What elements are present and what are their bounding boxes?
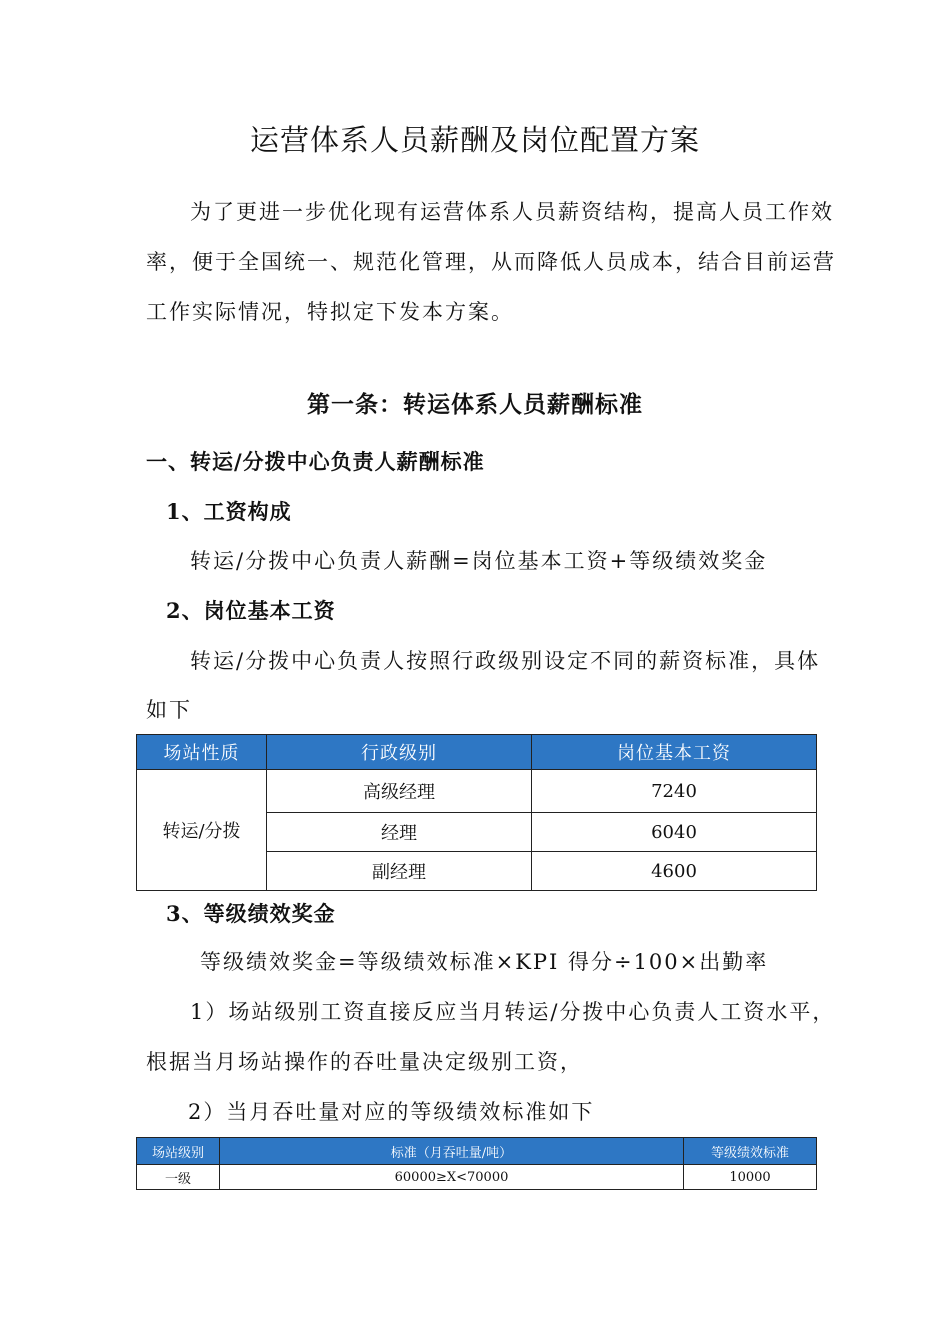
header-base-salary: 岗位基本工资	[532, 735, 817, 770]
sub-3-heading: 3、等级绩效奖金	[166, 901, 336, 926]
sub-3-formula: 等级绩效奖金=等级绩效标准×KPI 得分÷100×出勤率	[200, 950, 769, 974]
salary-cell: 6040	[532, 813, 817, 852]
header-station-grade: 场站级别	[137, 1138, 220, 1165]
header-standard: 标准（月吞吐量/吨）	[220, 1138, 684, 1165]
sub-3-item-1-line-2: 根据当月场站操作的吞吐量决定级别工资，	[146, 1050, 583, 1074]
document-title: 运营体系人员薪酬及岗位配置方案	[249, 123, 700, 157]
article-1-heading: 第一条：转运体系人员薪酬标准	[307, 391, 643, 418]
station-type-cell: 转运/分拨	[137, 770, 267, 891]
sub-2-heading: 2、岗位基本工资	[166, 598, 336, 623]
standard-cell: 60000≥X<70000	[220, 1165, 684, 1190]
section-1-heading: 一、转运/分拨中心负责人薪酬标准	[146, 449, 485, 474]
salary-table-header	[137, 735, 817, 770]
sub-3-item-2: 2）当月吞吐量对应的等级绩效标准如下	[188, 1100, 595, 1124]
table-row	[137, 1165, 817, 1190]
sub-2-text-line-1: 转运/分拨中心负责人按照行政级别设定不同的薪资标准，具体	[190, 649, 821, 673]
intro-line-3: 工作实际情况，特拟定下发本方案。	[146, 300, 514, 324]
salary-cell: 4600	[532, 852, 817, 891]
sub-2-text-line-2: 如下	[146, 698, 192, 722]
sub-3-item-1-line-1: 1）场站级别工资直接反应当月转运/分拨中心负责人工资水平，	[190, 1000, 836, 1024]
level-cell: 副经理	[267, 852, 532, 891]
level-cell: 高级经理	[267, 770, 532, 813]
grade-cell: 一级	[137, 1165, 220, 1190]
table-row	[137, 770, 817, 813]
level-cell: 经理	[267, 813, 532, 852]
grade-table	[136, 1137, 817, 1190]
sub-1-heading: 1、工资构成	[166, 499, 292, 524]
grade-table-header	[137, 1138, 817, 1165]
salary-cell: 7240	[532, 770, 817, 813]
salary-table	[136, 734, 817, 891]
intro-line-2: 率，便于全国统一、规范化管理，从而降低人员成本，结合目前运营	[146, 250, 836, 274]
sub-1-text: 转运/分拨中心负责人薪酬=岗位基本工资+等级绩效奖金	[190, 549, 768, 573]
intro-line-1: 为了更进一步优化现有运营体系人员薪资结构，提高人员工作效	[190, 200, 834, 224]
bonus-cell: 10000	[684, 1165, 817, 1190]
header-grade-bonus: 等级绩效标准	[684, 1138, 817, 1165]
header-admin-level: 行政级别	[267, 735, 532, 770]
header-station-type: 场站性质	[137, 735, 267, 770]
